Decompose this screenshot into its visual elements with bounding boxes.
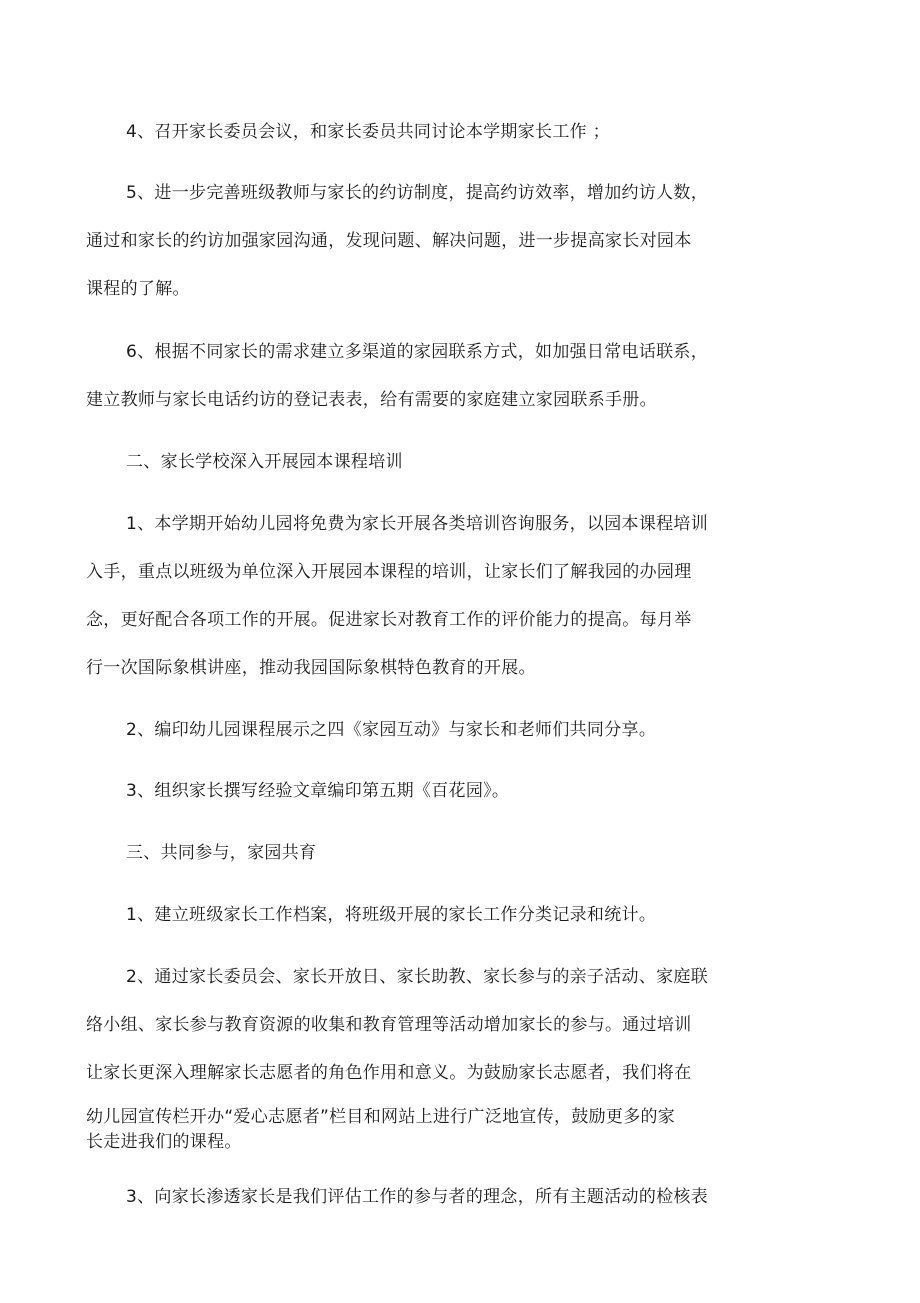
section-heading-3: 三、共同参与，家园共育: [126, 843, 317, 863]
paragraph-s2-item-3: 3、组织家长撰写经验文章编印第五期《百花园》。: [126, 781, 510, 801]
paragraph-s3-item-3-line-1: 3、向家长渗透家长是我们评估工作的参与者的理念，所有主题活动的检核表: [126, 1187, 709, 1207]
paragraph-s2-item-1-line-3: 念，更好配合各项工作的开展。促进家长对教育工作的评价能力的提高。每月举: [86, 610, 692, 630]
paragraph-s3-item-2-line-5: 长走进我们的课程。: [86, 1132, 242, 1152]
paragraph-s2-item-1-line-1: 1、本学期开始幼儿园将免费为家长开展各类培训咨询服务，以园本课程培训: [126, 514, 709, 534]
paragraph-item-6-line-1: 6、根据不同家长的需求建立多渠道的家园联系方式，如加强日常电话联系，: [126, 342, 709, 362]
paragraph-item-5-line-1: 5、进一步完善班级教师与家长的约访制度，提高约访效率，增加约访人数，: [126, 183, 709, 203]
paragraph-s2-item-1-line-4: 行一次国际象棋讲座，推动我园国际象棋特色教育的开展。: [86, 658, 536, 678]
paragraph-s2-item-2: 2、编印幼儿园课程展示之四《家园互动》与家长和老师们共同分享。: [126, 720, 657, 740]
paragraph-s3-item-2-line-2: 络小组、家长参与教育资源的收集和教育管理等活动增加家长的参与。通过培训: [86, 1015, 692, 1035]
paragraph-item-6-line-2: 建立教师与家长电话约访的登记表表，给有需要的家庭建立家园联系手册。: [86, 390, 657, 410]
paragraph-s3-item-2-line-4: 幼儿园宣传栏开办“爱心志愿者”栏目和网站上进行广泛地宣传，鼓励更多的家: [86, 1107, 676, 1127]
paragraph-s3-item-1: 1、建立班级家长工作档案，将班级开展的家长工作分类记录和统计。: [126, 905, 657, 925]
paragraph-s3-item-2-line-1: 2、通过家长委员会、家长开放日、家长助教、家长参与的亲子活动、家庭联: [126, 967, 709, 987]
paragraph-s3-item-2-line-3: 让家长更深入理解家长志愿者的角色作用和意义。为鼓励家长志愿者，我们将在: [86, 1063, 692, 1083]
paragraph-s2-item-1-line-2: 入手，重点以班级为单位深入开展园本课程的培训，让家长们了解我园的办园理: [86, 562, 692, 582]
section-heading-2: 二、家长学校深入开展园本课程培训: [126, 452, 403, 472]
paragraph-item-5-line-2: 通过和家长的约访加强家园沟通，发现问题、解决问题，进一步提高家长对园本: [86, 231, 692, 251]
paragraph-item-4-line-1: 4、召开家长委员会议，和家长委员共同讨论本学期家长工作 ；: [126, 122, 610, 142]
paragraph-item-5-line-3: 课程的了解。: [86, 279, 190, 299]
